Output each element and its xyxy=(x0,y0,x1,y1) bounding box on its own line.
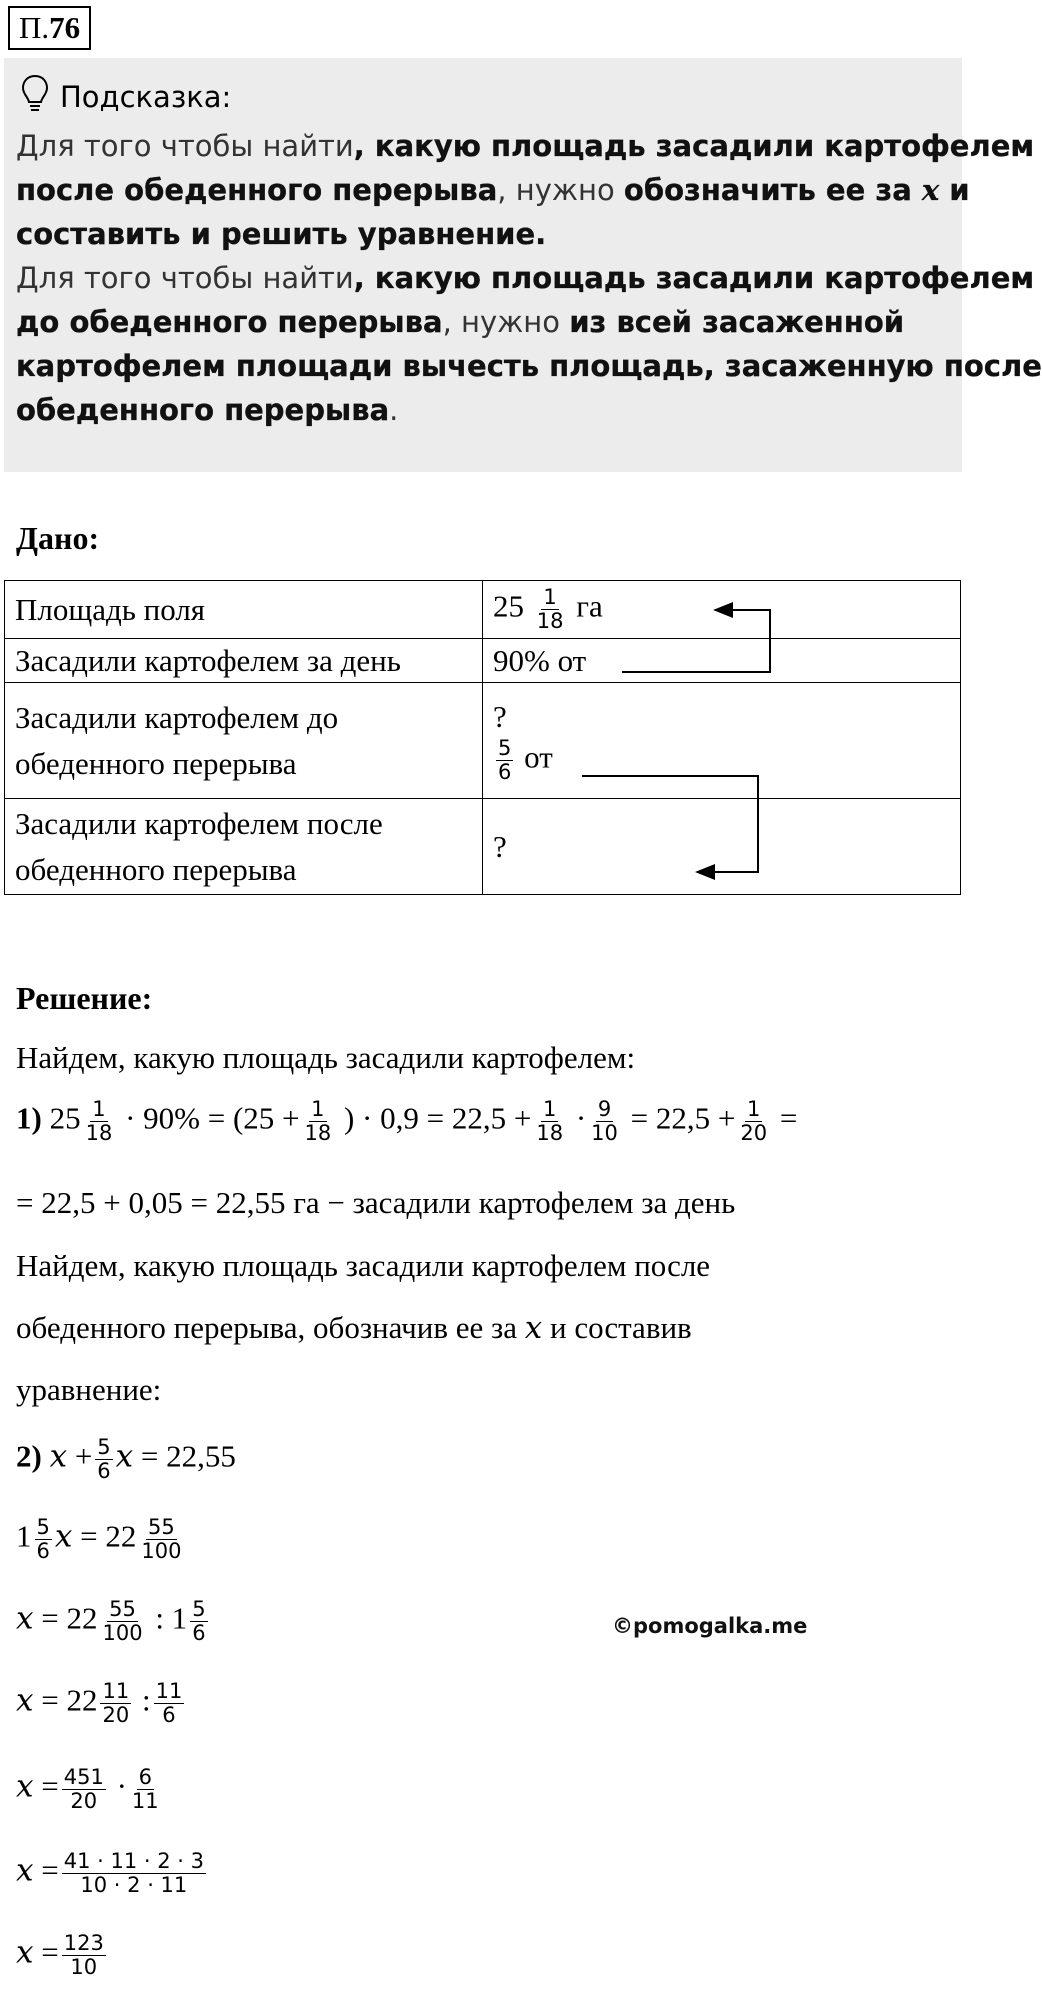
equation-3: x = 22 $\frac{55}{100}$ : 1 $\frac{5}{6}$ xyxy=(16,1597,206,1645)
before-lunch-value: ? $\frac{5}{6}$ от xyxy=(483,683,961,799)
hint-line: Для того чтобы найти, какую площадь засадили картофелем xyxy=(16,261,1035,295)
hint-title: Подсказка: xyxy=(60,80,232,114)
solution-note-2c: уравнение: xyxy=(16,1372,162,1407)
after-lunch-label: Засадили картофелем после обеденного перерыва xyxy=(5,799,483,895)
field-area-value: 25 $\frac{1}{18}$ га xyxy=(483,581,961,639)
equation-4: x = 22 $\frac{11}{20}$ : $\frac{11}{6}$ xyxy=(16,1679,183,1727)
equation-1: 2) x + $\frac{5}{6}$ x = 22,55 xyxy=(16,1435,236,1483)
equation-5: x = $\frac{451}{20}$ · $\frac{6}{11}$ xyxy=(16,1765,159,1813)
table-arrows xyxy=(0,0,960,900)
badge-number: 76 xyxy=(49,10,81,45)
planted-day-value: 90% от xyxy=(483,639,961,683)
solution-note-2a: Найдем, какую площадь засадили картофелем после xyxy=(16,1248,711,1283)
before-lunch-label: Засадили картофелем до обеденного перерыва xyxy=(5,683,483,799)
solution-note-2b: обеденного перерыва, обозначив ее за x и составив xyxy=(16,1310,692,1346)
hint-line: картофелем площади вычесть площадь, засаженную после xyxy=(16,349,1042,383)
hint-line: обеденного перерыва. xyxy=(16,393,399,427)
hint-line: Для того чтобы найти, какую площадь засадили картофелем xyxy=(16,129,1035,163)
solution-note-1: Найдем, какую площадь засадили картофелем: xyxy=(16,1040,636,1075)
arrow-before-to-after xyxy=(582,776,758,872)
solution-step-1: 1) 25 $\frac{1}{18}$ · 90% = (25 + $\frac{1}{18}$ ) · 0,9 = 22,5 + $\frac{1}{18}$ · $\frac{9}{10}$ = 22,5 + $\frac{1}{20}$ = xyxy=(16,1097,798,1145)
given-title: Дано: xyxy=(16,520,100,556)
solution-step-1-cont: = 22,5 + 0,05 = 22,55 га − засадили картофелем за день xyxy=(16,1185,736,1220)
field-area-label: Площадь поля xyxy=(5,581,483,639)
badge-prefix: П. xyxy=(19,10,50,45)
equation-2: 1 $\frac{5}{6}$ x = 22 $\frac{55}{100}$ xyxy=(16,1515,182,1563)
equation-7: x = $\frac{123}{10}$ xyxy=(16,1931,104,1979)
hint-line: до обеденного перерыва, нужно из всей засаженной xyxy=(16,305,905,339)
hint-line: составить и решить уравнение. xyxy=(16,217,547,251)
after-lunch-value: ? xyxy=(483,799,961,895)
arrow-day-to-area xyxy=(622,610,770,672)
solution-title: Решение: xyxy=(16,980,153,1016)
watermark: ©pomogalka.me xyxy=(612,1614,808,1638)
equation-6: x = $\frac{41 \cdot 11 \cdot 2 \cdot 3}{10 \cdot 2 \cdot 11}$ xyxy=(16,1849,204,1897)
planted-day-label: Засадили картофелем за день xyxy=(5,639,483,683)
hint-line: после обеденного перерыва, нужно обозначить ее за x и xyxy=(16,173,970,207)
